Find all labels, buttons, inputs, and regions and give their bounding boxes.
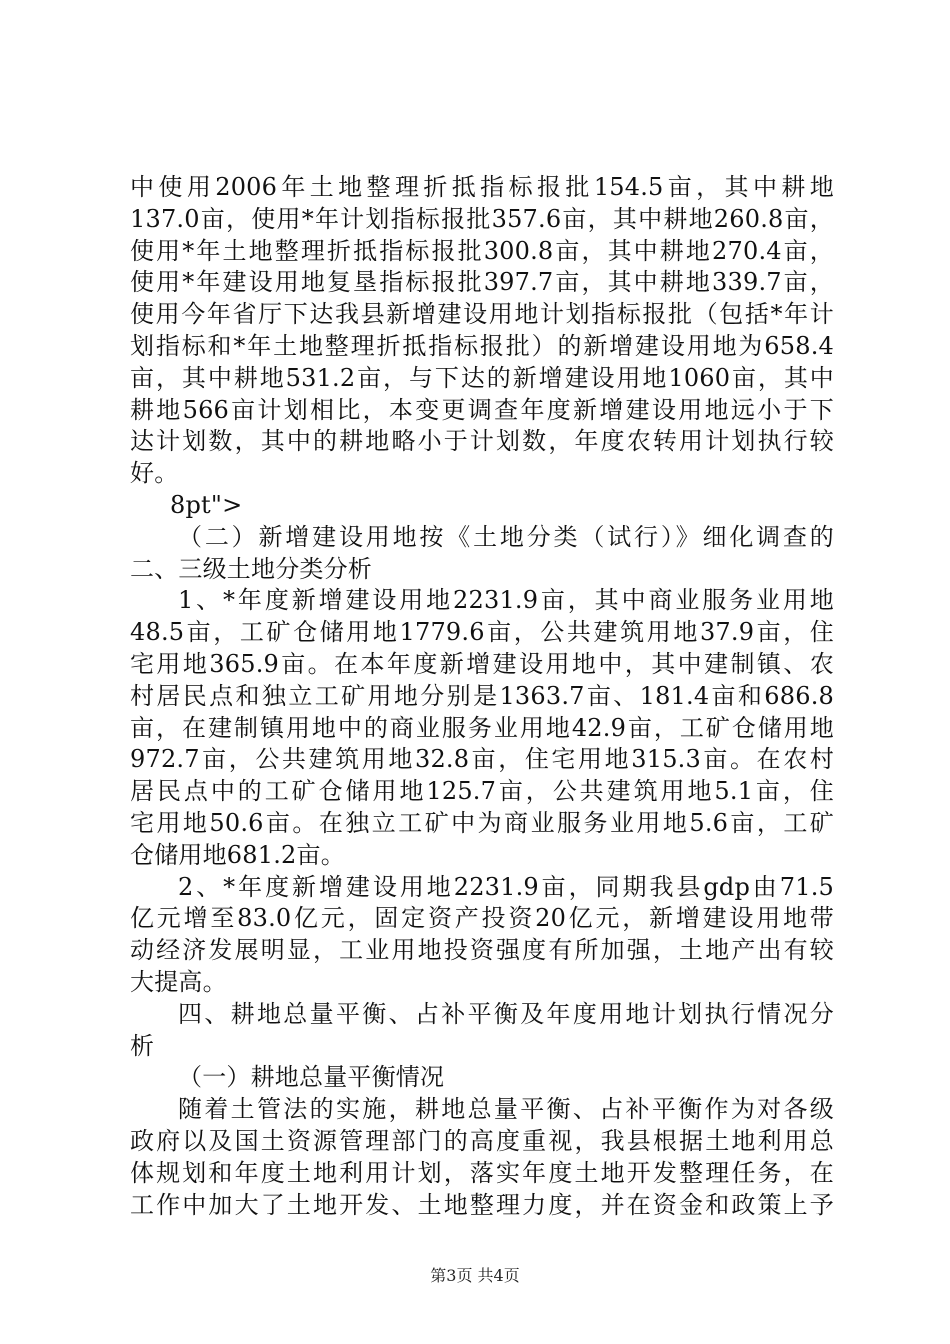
text-line: 好。 [130, 459, 179, 488]
text-line: 村居民点和独立工矿用地分别是1363.7亩、181.4亩和686.8 [130, 681, 834, 710]
text-line: 达计划数，其中的耕地略小于计划数，年度农转用计划执行较 [130, 427, 834, 456]
text-line: 使用*年土地整理折抵指标报批300.8亩，其中耕地270.4亩， [130, 236, 834, 265]
text-line: （二）新增建设用地按《土地分类（试行）》细化调查的 [178, 522, 834, 551]
page-footer: 第3页 共4页 [430, 1266, 520, 1285]
text-line: 仓储用地681.2亩。 [130, 840, 345, 869]
text-line: 137.0亩，使用*年计划指标报批357.6亩，其中耕地260.8亩， [130, 204, 834, 233]
text-line: 居民点中的工矿仓储用地125.7亩，公共建筑用地5.1亩，住 [130, 777, 834, 806]
text-line: 亩，其中耕地531.2亩，与下达的新增建设用地1060亩，其中 [130, 363, 834, 392]
text-line: 二、三级土地分类分析 [130, 554, 372, 583]
text-line: 1、*年度新增建设用地2231.9亩，其中商业服务业用地 [178, 586, 834, 615]
text-line: 大提高。 [130, 967, 227, 996]
text-line: 使用*年建设用地复垦指标报批397.7亩，其中耕地339.7亩， [130, 268, 834, 297]
text-line: 耕地566亩计划相比，本变更调查年度新增建设用地远小于下 [130, 395, 834, 424]
text-line: 972.7亩，公共建筑用地32.8亩，住宅用地315.3亩。在农村 [130, 745, 834, 774]
document-body [130, 172, 834, 1221]
text-line: 宅用地365.9亩。在本年度新增建设用地中，其中建制镇、农 [130, 649, 834, 678]
text-line: 2、*年度新增建设用地2231.9亩，同期我县gdp由71.5 [178, 872, 834, 901]
text-line: 8pt"> [170, 490, 243, 519]
text-line: 中使用2006年土地整理折抵指标报批154.5亩，其中耕地 [130, 173, 834, 201]
text-line: 亩，在建制镇用地中的商业服务业用地42.9亩，工矿仓储用地 [130, 713, 834, 742]
text-line: 划指标和*年土地整理折抵指标报批）的新增建设用地为658.4 [130, 331, 834, 360]
text-line: 体规划和年度土地利用计划，落实年度土地开发整理任务，在 [130, 1158, 834, 1187]
text-line: 宅用地50.6亩。在独立工矿中为商业服务业用地5.6亩，工矿 [130, 808, 834, 837]
text-line: 48.5亩，工矿仓储用地1779.6亩，公共建筑用地37.9亩，住 [130, 618, 834, 647]
text-line: 析 [130, 1031, 155, 1060]
text-line: 四、耕地总量平衡、占补平衡及年度用地计划执行情况分 [178, 999, 834, 1028]
text-line: 随着土管法的实施，耕地总量平衡、占补平衡作为对各级 [178, 1095, 834, 1124]
text-line: 工作中加大了土地开发、土地整理力度，并在资金和政策上予 [130, 1190, 834, 1219]
text-line: 动经济发展明显，工业用地投资强度有所加强，土地产出有较 [130, 936, 834, 965]
text-line: （一）耕地总量平衡情况 [178, 1063, 445, 1092]
text-line: 政府以及国土资源管理部门的高度重视，我县根据土地利用总 [130, 1126, 834, 1155]
text-line: 使用今年省厅下达我县新增建设用地计划指标报批（包括*年计 [130, 300, 834, 329]
text-line: 亿元增至83.0亿元，固定资产投资20亿元，新增建设用地带 [130, 904, 834, 933]
